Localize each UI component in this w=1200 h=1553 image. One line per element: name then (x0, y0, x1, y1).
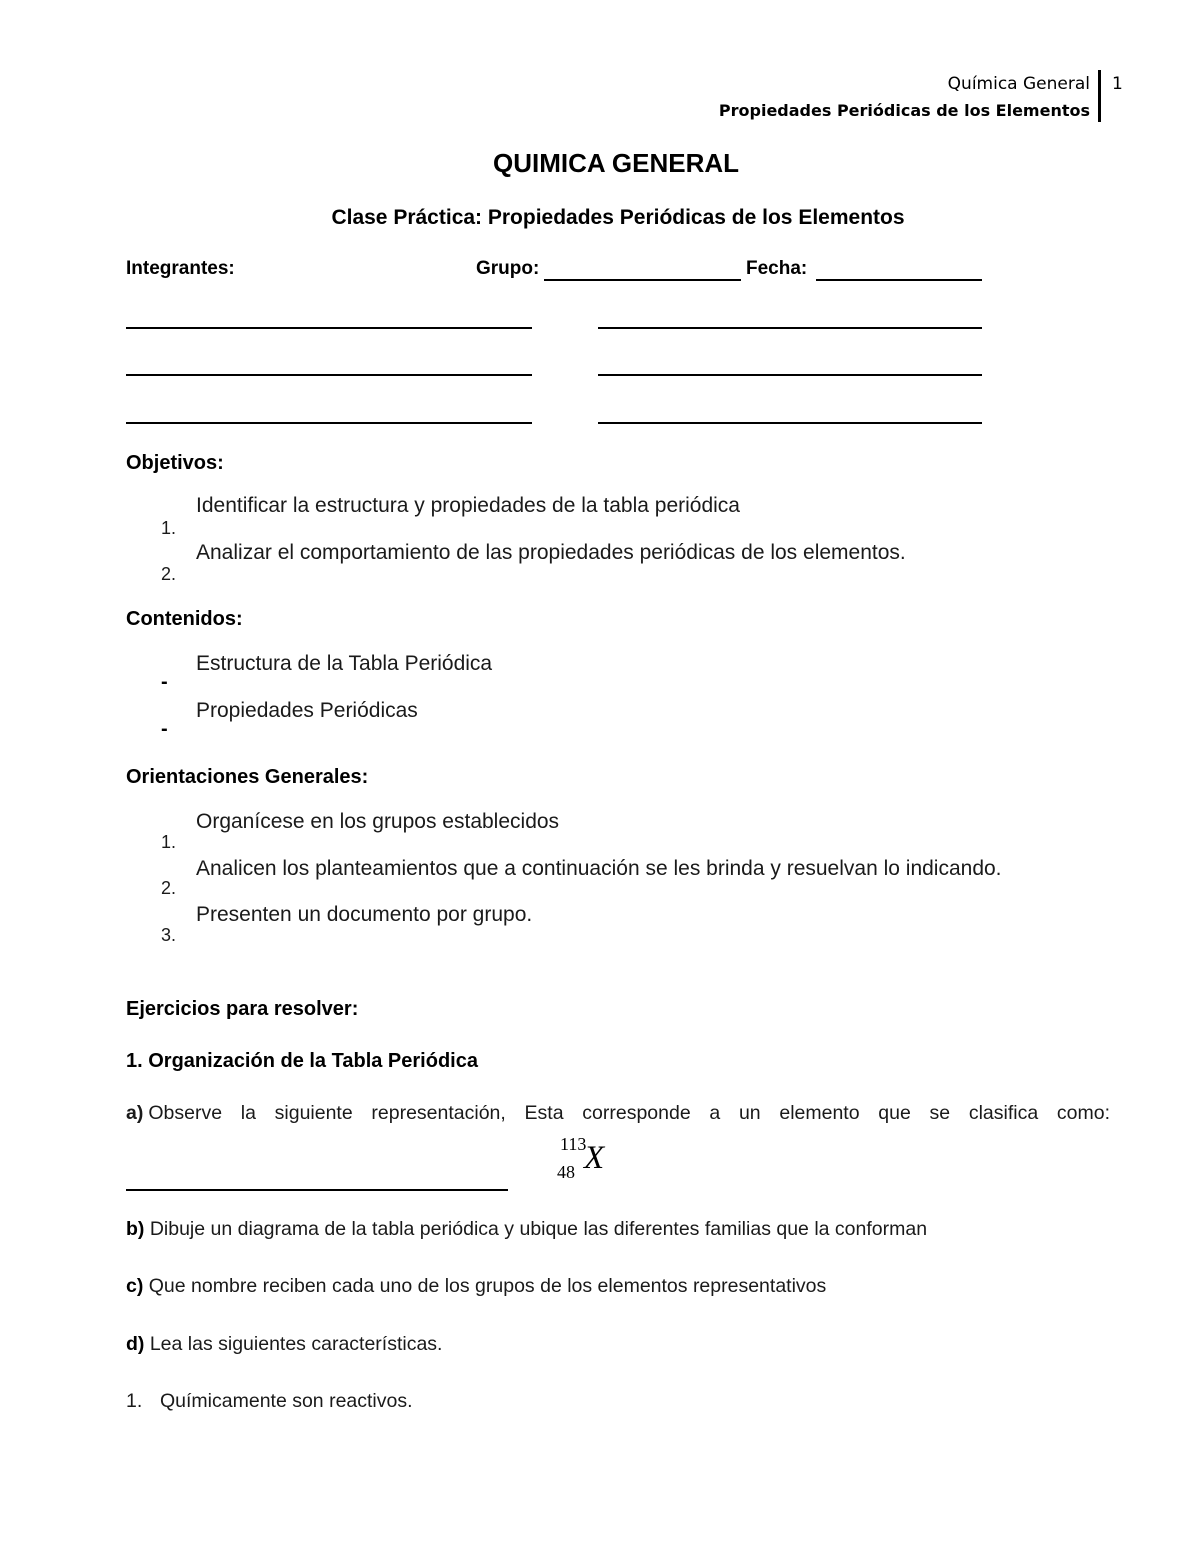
question-a-word: Observe (148, 1102, 223, 1124)
question-d (126, 1333, 442, 1356)
objective-item: Analizar el comportamiento de las propiedades periódicas de los elementos. (196, 541, 906, 564)
member-line (126, 374, 532, 376)
objective-item: Identificar la estructura y propiedades de la tabla periódica (196, 494, 740, 517)
isotope-atomic-number: 48 (557, 1162, 575, 1182)
date-blank (816, 279, 982, 281)
question-a-word: que (878, 1102, 911, 1124)
question-a-word: siguiente (274, 1102, 353, 1124)
contents-heading: Contenidos: (126, 608, 243, 630)
page-number: 1 (1112, 74, 1123, 94)
content-bullet: - (161, 671, 168, 693)
guideline-number: 1. (161, 832, 177, 852)
member-line (598, 374, 982, 376)
question-d-text: Lea las siguientes características. (149, 1333, 443, 1355)
question-a-word: representación, (371, 1102, 506, 1124)
guideline-item: Presenten un documento por grupo. (196, 903, 533, 926)
question-c (126, 1275, 826, 1298)
isotope-mass-number: 113 (560, 1134, 587, 1154)
characteristic-text: Químicamente son reactivos. (160, 1390, 413, 1412)
page-subtitle: Clase Práctica: Propiedades Periódicas de los Elementos (331, 206, 905, 229)
member-line (598, 422, 982, 424)
question-a-word: un (738, 1102, 761, 1124)
member-line (126, 327, 532, 329)
characteristic-number: 1. (126, 1390, 143, 1412)
question-a-word: elemento (779, 1102, 860, 1124)
group-label: Grupo: (476, 258, 540, 279)
question-b-label: b) (126, 1218, 145, 1240)
answer-a-blank (126, 1189, 508, 1191)
question-a-word: la (240, 1102, 256, 1124)
guideline-item: Analicen los planteamientos que a continuación se les brinda y resuelvan lo indicando. (196, 857, 1002, 880)
members-label: Integrantes: (126, 258, 235, 279)
question-a (126, 1102, 1110, 1125)
question-b (126, 1218, 927, 1241)
header-course: Química General (947, 74, 1090, 94)
page-title: QUIMICA GENERAL (492, 148, 740, 178)
guideline-number: 2. (161, 878, 177, 898)
guideline-item: Organícese en los grupos establecidos (196, 810, 560, 833)
objective-number: 1. (161, 518, 177, 538)
question-a-word: clasifica (968, 1102, 1039, 1124)
content-item: Propiedades Periódicas (196, 699, 418, 722)
member-line (126, 422, 532, 424)
guideline-number: 3. (161, 925, 177, 945)
question-a-word: Esta (524, 1102, 564, 1124)
exercises-heading: Ejercicios para resolver: (126, 998, 359, 1020)
header-topic: Propiedades Periódicas de los Elementos (718, 101, 1090, 120)
question-c-label: c) (126, 1275, 144, 1297)
question-a-word: como: (1056, 1102, 1110, 1124)
content-item: Estructura de la Tabla Periódica (196, 652, 493, 675)
question-d-label: d) (126, 1333, 145, 1355)
section-title: 1. Organización de la Tabla Periódica (126, 1050, 478, 1072)
group-blank (544, 279, 741, 281)
content-bullet: - (161, 718, 168, 740)
question-a-word: se (929, 1102, 951, 1124)
question-c-text: Que nombre reciben cada uno de los grupos de los elementos representativos (148, 1275, 827, 1297)
objectives-heading: Objetivos: (126, 452, 224, 474)
question-b-text: Dibuje un diagrama de la tabla periódica y ubique las diferentes familias que la conforman (149, 1218, 928, 1240)
header-divider (1098, 70, 1101, 122)
question-a-word: a (709, 1102, 721, 1124)
question-a-word: corresponde (582, 1102, 691, 1124)
guidelines-heading: Orientaciones Generales: (126, 766, 369, 788)
date-label: Fecha: (746, 258, 808, 279)
objective-number: 2. (161, 564, 177, 584)
member-line (598, 327, 982, 329)
question-a-label: a) (126, 1102, 144, 1124)
isotope-symbol: X (584, 1140, 605, 1176)
